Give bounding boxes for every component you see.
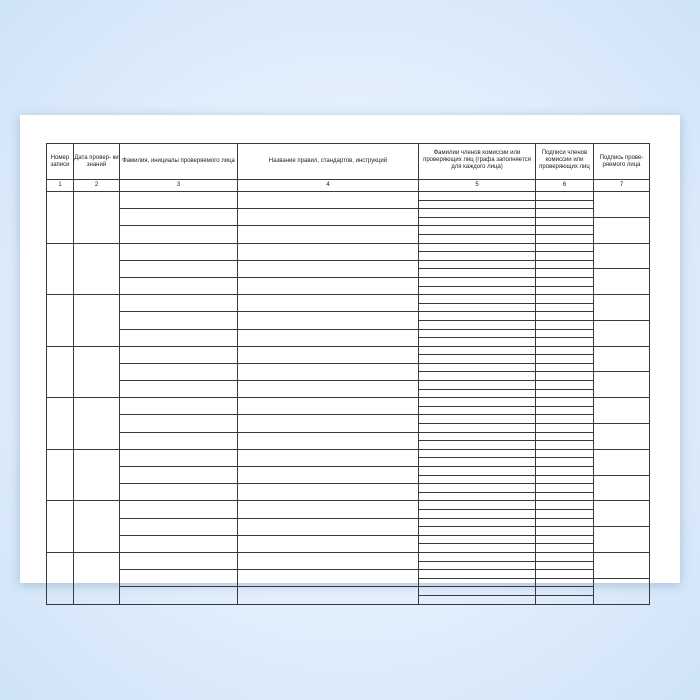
commission-member-name-cell[interactable] — [419, 200, 536, 209]
commission-member-name-cell[interactable] — [419, 475, 536, 484]
record-number-cell[interactable] — [47, 501, 74, 553]
table-row — [47, 312, 650, 321]
checked-person-name-cell[interactable] — [120, 192, 238, 209]
rules-title-cell[interactable] — [238, 312, 419, 329]
commission-member-name-cell[interactable] — [419, 492, 536, 501]
commission-member-name-cell[interactable] — [419, 381, 536, 390]
table-row — [47, 226, 650, 235]
checked-person-signature-cell[interactable] — [594, 192, 650, 218]
header-checked-person-signature: Подпись прове- ряемого лица — [594, 144, 650, 180]
checked-person-name-cell[interactable] — [120, 226, 238, 243]
commission-member-signature-cell[interactable] — [536, 527, 594, 536]
commission-member-signature-cell[interactable] — [536, 492, 594, 501]
commission-member-signature-cell[interactable] — [536, 277, 594, 286]
table-row — [47, 243, 650, 252]
commission-member-name-cell[interactable] — [419, 346, 536, 355]
commission-member-name-cell[interactable] — [419, 226, 536, 235]
record-number-cell[interactable] — [47, 346, 74, 398]
header-rules-title: Название правил, стандартов, инструкций — [238, 144, 419, 180]
checked-person-name-cell[interactable] — [120, 346, 238, 363]
commission-member-signature-cell[interactable] — [536, 544, 594, 553]
commission-member-signature-cell[interactable] — [536, 509, 594, 518]
table-row — [47, 484, 650, 493]
commission-member-signature-cell[interactable] — [536, 398, 594, 407]
check-date-cell[interactable] — [74, 449, 120, 501]
rules-title-cell[interactable] — [238, 570, 419, 587]
commission-member-name-cell[interactable] — [419, 209, 536, 218]
checked-person-name-cell[interactable] — [120, 260, 238, 277]
header-commission-signatures: Подписи членов комиссии или проверяющих лиц — [536, 144, 594, 180]
table-row — [47, 552, 650, 561]
commission-member-name-cell[interactable] — [419, 406, 536, 415]
table-row — [47, 398, 650, 407]
table-row — [47, 432, 650, 441]
commission-member-name-cell[interactable] — [419, 424, 536, 433]
commission-member-signature-cell[interactable] — [536, 217, 594, 226]
commission-member-signature-cell[interactable] — [536, 338, 594, 347]
rules-title-cell[interactable] — [238, 587, 419, 604]
rules-title-cell[interactable] — [238, 449, 419, 466]
checked-person-name-cell[interactable] — [120, 432, 238, 449]
commission-member-signature-cell[interactable] — [536, 458, 594, 467]
checked-person-name-cell[interactable] — [120, 415, 238, 432]
commission-member-name-cell[interactable] — [419, 312, 536, 321]
checked-person-name-cell[interactable] — [120, 467, 238, 484]
checked-person-name-cell[interactable] — [120, 535, 238, 552]
commission-member-signature-cell[interactable] — [536, 286, 594, 295]
knowledge-check-log-table — [46, 143, 650, 605]
commission-member-name-cell[interactable] — [419, 252, 536, 261]
rules-title-cell[interactable] — [238, 209, 419, 226]
commission-member-signature-cell[interactable] — [536, 226, 594, 235]
column-number: 6 — [536, 180, 594, 192]
commission-member-name-cell[interactable] — [419, 527, 536, 536]
table-row — [47, 209, 650, 218]
table-row — [47, 381, 650, 390]
commission-member-signature-cell[interactable] — [536, 415, 594, 424]
checked-person-name-cell[interactable] — [120, 312, 238, 329]
commission-member-signature-cell[interactable] — [536, 441, 594, 450]
commission-member-signature-cell[interactable] — [536, 363, 594, 372]
commission-member-signature-cell[interactable] — [536, 535, 594, 544]
column-number: 3 — [120, 180, 238, 192]
commission-member-signature-cell[interactable] — [536, 269, 594, 278]
commission-member-name-cell[interactable] — [419, 484, 536, 493]
checked-person-name-cell[interactable] — [120, 570, 238, 587]
column-number: 2 — [74, 180, 120, 192]
checked-person-name-cell[interactable] — [120, 243, 238, 260]
commission-member-name-cell[interactable] — [419, 587, 536, 596]
checked-person-name-cell[interactable] — [120, 277, 238, 294]
header-record-number: Номер записи — [47, 144, 74, 180]
rules-title-cell[interactable] — [238, 363, 419, 380]
header-commission-members: Фамилии членов комиссии или проверяющих лиц (графа заполняется для каждого лица) — [419, 144, 536, 180]
commission-member-signature-cell[interactable] — [536, 432, 594, 441]
column-number-row — [47, 180, 650, 192]
commission-member-name-cell[interactable] — [419, 518, 536, 527]
commission-member-signature-cell[interactable] — [536, 406, 594, 415]
commission-member-name-cell[interactable] — [419, 338, 536, 347]
rules-title-cell[interactable] — [238, 192, 419, 209]
checked-person-name-cell[interactable] — [120, 552, 238, 569]
commission-member-name-cell[interactable] — [419, 295, 536, 304]
check-date-cell[interactable] — [74, 552, 120, 604]
table-row — [47, 535, 650, 544]
commission-member-name-cell[interactable] — [419, 269, 536, 278]
rules-title-cell[interactable] — [238, 398, 419, 415]
commission-member-name-cell[interactable] — [419, 329, 536, 338]
table-row — [47, 518, 650, 527]
commission-member-name-cell[interactable] — [419, 372, 536, 381]
checked-person-signature-cell[interactable] — [594, 346, 650, 372]
checked-person-signature-cell[interactable] — [594, 552, 650, 578]
rules-title-cell[interactable] — [238, 535, 419, 552]
commission-member-signature-cell[interactable] — [536, 389, 594, 398]
commission-member-signature-cell[interactable] — [536, 467, 594, 476]
commission-member-name-cell[interactable] — [419, 458, 536, 467]
column-number: 4 — [238, 180, 419, 192]
commission-member-signature-cell[interactable] — [536, 252, 594, 261]
commission-member-signature-cell[interactable] — [536, 260, 594, 269]
rules-title-cell[interactable] — [238, 243, 419, 260]
header-row — [47, 144, 650, 180]
commission-member-name-cell[interactable] — [419, 363, 536, 372]
commission-member-signature-cell[interactable] — [536, 561, 594, 570]
table-row — [47, 329, 650, 338]
record-number-cell[interactable] — [47, 449, 74, 501]
check-date-cell[interactable] — [74, 295, 120, 347]
checked-person-signature-cell[interactable] — [594, 527, 650, 553]
record-number-cell[interactable] — [47, 243, 74, 295]
rules-title-cell[interactable] — [238, 518, 419, 535]
record-number-cell[interactable] — [47, 192, 74, 244]
column-number: 5 — [419, 180, 536, 192]
checked-person-signature-cell[interactable] — [594, 320, 650, 346]
rules-title-cell[interactable] — [238, 484, 419, 501]
rules-title-cell[interactable] — [238, 432, 419, 449]
record-number-cell[interactable] — [47, 552, 74, 604]
commission-member-name-cell[interactable] — [419, 277, 536, 286]
checked-person-name-cell[interactable] — [120, 329, 238, 346]
commission-member-name-cell[interactable] — [419, 578, 536, 587]
checked-person-signature-cell[interactable] — [594, 295, 650, 321]
commission-member-signature-cell[interactable] — [536, 475, 594, 484]
checked-person-name-cell[interactable] — [120, 587, 238, 604]
commission-member-signature-cell[interactable] — [536, 595, 594, 604]
commission-member-name-cell[interactable] — [419, 320, 536, 329]
table-row — [47, 587, 650, 596]
record-number-cell[interactable] — [47, 398, 74, 450]
table-row — [47, 260, 650, 269]
commission-member-signature-cell[interactable] — [536, 192, 594, 201]
commission-member-signature-cell[interactable] — [536, 346, 594, 355]
commission-member-name-cell[interactable] — [419, 509, 536, 518]
checked-person-signature-cell[interactable] — [594, 398, 650, 424]
table-row — [47, 449, 650, 458]
checked-person-name-cell[interactable] — [120, 363, 238, 380]
check-date-cell[interactable] — [74, 398, 120, 450]
commission-member-name-cell[interactable] — [419, 570, 536, 579]
commission-member-name-cell[interactable] — [419, 441, 536, 450]
commission-member-name-cell[interactable] — [419, 243, 536, 252]
checked-person-name-cell[interactable] — [120, 295, 238, 312]
commission-member-signature-cell[interactable] — [536, 303, 594, 312]
checked-person-name-cell[interactable] — [120, 209, 238, 226]
header-checked-person-name: Фамилия, инициалы проверяемого лица — [120, 144, 238, 180]
commission-member-signature-cell[interactable] — [536, 578, 594, 587]
commission-member-name-cell[interactable] — [419, 260, 536, 269]
commission-member-name-cell[interactable] — [419, 286, 536, 295]
record-number-cell[interactable] — [47, 295, 74, 347]
rules-title-cell[interactable] — [238, 552, 419, 569]
commission-member-name-cell[interactable] — [419, 595, 536, 604]
checked-person-name-cell[interactable] — [120, 501, 238, 518]
commission-member-signature-cell[interactable] — [536, 372, 594, 381]
checked-person-name-cell[interactable] — [120, 398, 238, 415]
commission-member-name-cell[interactable] — [419, 303, 536, 312]
commission-member-name-cell[interactable] — [419, 234, 536, 243]
table-row — [47, 363, 650, 372]
rules-title-cell[interactable] — [238, 467, 419, 484]
commission-member-name-cell[interactable] — [419, 501, 536, 510]
commission-member-signature-cell[interactable] — [536, 424, 594, 433]
commission-member-signature-cell[interactable] — [536, 501, 594, 510]
commission-member-signature-cell[interactable] — [536, 234, 594, 243]
commission-member-signature-cell[interactable] — [536, 552, 594, 561]
table-row — [47, 192, 650, 201]
checked-person-name-cell[interactable] — [120, 381, 238, 398]
commission-member-name-cell[interactable] — [419, 398, 536, 407]
rules-title-cell[interactable] — [238, 329, 419, 346]
checked-person-signature-cell[interactable] — [594, 243, 650, 269]
commission-member-signature-cell[interactable] — [536, 381, 594, 390]
checked-person-name-cell[interactable] — [120, 518, 238, 535]
rules-title-cell[interactable] — [238, 295, 419, 312]
checked-person-signature-cell[interactable] — [594, 578, 650, 604]
check-date-cell[interactable] — [74, 192, 120, 244]
table-row — [47, 415, 650, 424]
commission-member-name-cell[interactable] — [419, 355, 536, 364]
check-date-cell[interactable] — [74, 243, 120, 295]
commission-member-name-cell[interactable] — [419, 561, 536, 570]
commission-member-name-cell[interactable] — [419, 389, 536, 398]
checked-person-name-cell[interactable] — [120, 449, 238, 466]
commission-member-name-cell[interactable] — [419, 552, 536, 561]
table-row — [47, 277, 650, 286]
commission-member-signature-cell[interactable] — [536, 320, 594, 329]
checked-person-signature-cell[interactable] — [594, 475, 650, 501]
commission-member-signature-cell[interactable] — [536, 484, 594, 493]
table-row — [47, 346, 650, 355]
header-check-date: Дата провер- ки знаний — [74, 144, 120, 180]
document-sheet — [20, 115, 680, 583]
commission-member-name-cell[interactable] — [419, 449, 536, 458]
commission-member-signature-cell[interactable] — [536, 570, 594, 579]
commission-member-name-cell[interactable] — [419, 415, 536, 424]
checked-person-signature-cell[interactable] — [594, 449, 650, 475]
commission-member-name-cell[interactable] — [419, 544, 536, 553]
rules-title-cell[interactable] — [238, 501, 419, 518]
check-date-cell[interactable] — [74, 346, 120, 398]
commission-member-name-cell[interactable] — [419, 535, 536, 544]
table-row — [47, 295, 650, 304]
commission-member-signature-cell[interactable] — [536, 312, 594, 321]
rules-title-cell[interactable] — [238, 226, 419, 243]
commission-member-signature-cell[interactable] — [536, 243, 594, 252]
table-row — [47, 570, 650, 579]
checked-person-signature-cell[interactable] — [594, 217, 650, 243]
commission-member-name-cell[interactable] — [419, 192, 536, 201]
commission-member-signature-cell[interactable] — [536, 329, 594, 338]
rules-title-cell[interactable] — [238, 381, 419, 398]
checked-person-signature-cell[interactable] — [594, 501, 650, 527]
commission-member-name-cell[interactable] — [419, 217, 536, 226]
checked-person-signature-cell[interactable] — [594, 269, 650, 295]
checked-person-signature-cell[interactable] — [594, 424, 650, 450]
checked-person-signature-cell[interactable] — [594, 372, 650, 398]
commission-member-signature-cell[interactable] — [536, 209, 594, 218]
commission-member-signature-cell[interactable] — [536, 355, 594, 364]
table-row — [47, 501, 650, 510]
rules-title-cell[interactable] — [238, 277, 419, 294]
check-date-cell[interactable] — [74, 501, 120, 553]
commission-member-signature-cell[interactable] — [536, 449, 594, 458]
checked-person-name-cell[interactable] — [120, 484, 238, 501]
rules-title-cell[interactable] — [238, 260, 419, 277]
column-number: 1 — [47, 180, 74, 192]
commission-member-signature-cell[interactable] — [536, 587, 594, 596]
commission-member-signature-cell[interactable] — [536, 518, 594, 527]
commission-member-signature-cell[interactable] — [536, 295, 594, 304]
rules-title-cell[interactable] — [238, 415, 419, 432]
commission-member-name-cell[interactable] — [419, 467, 536, 476]
table-row — [47, 467, 650, 476]
commission-member-signature-cell[interactable] — [536, 200, 594, 209]
rules-title-cell[interactable] — [238, 346, 419, 363]
commission-member-name-cell[interactable] — [419, 432, 536, 441]
column-number: 7 — [594, 180, 650, 192]
